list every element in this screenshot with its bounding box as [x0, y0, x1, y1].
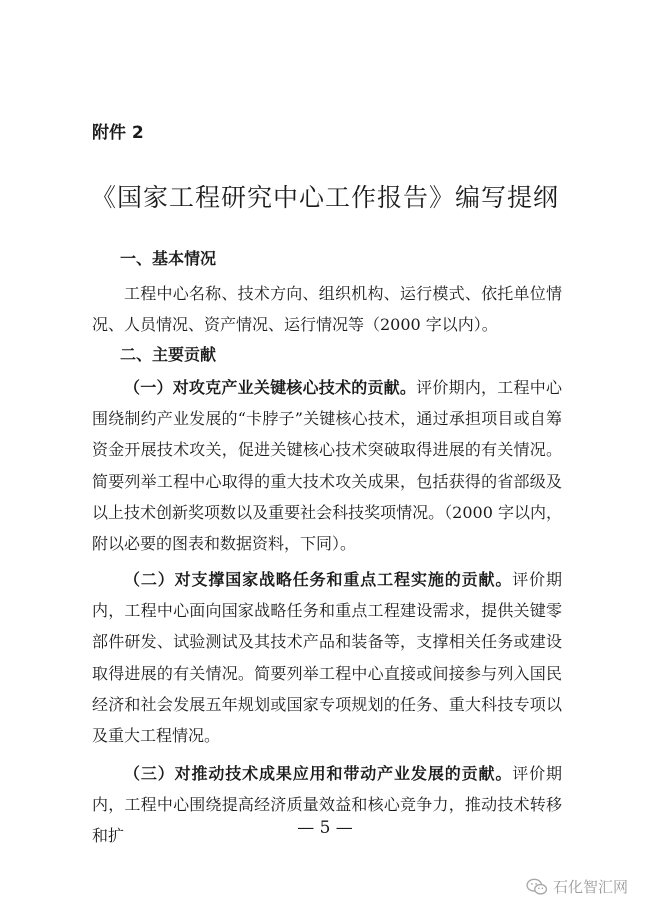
contribution-subheading-3: （三）对推动技术成果应用和带动产业发展的贡献。 — [124, 764, 513, 783]
contribution-subheading-1: （一）对攻克产业关键核心技术的贡献。 — [124, 378, 417, 397]
watermark — [526, 876, 628, 897]
section-text-basic: 工程中心名称、技术方向、组织机构、运行模式、依托单位情况、人员情况、资产情况、运行情况等（2000 字以内）。 — [92, 284, 562, 335]
contribution-paragraph-2 — [92, 564, 562, 751]
attachment-label: 附件 2 — [92, 123, 144, 143]
contribution-subheading-2: （二）对支撑国家战略任务和重点工程实施的贡献。 — [124, 570, 513, 589]
page-number: — 5 — — [297, 818, 353, 838]
contribution-text-1: 评价期内，工程中心围绕制约产业发展的“卡脖子”关键核心技术，通过承担项目或自筹资金开展技术攻关，促进关键核心技术突破取得进展的有关情况。简要列举工程中心取得的重大技术攻关成果，包括获得的省部级及以上技术创新奖项数以及重要社会科技奖项情况。（2000 字以内，附以必要的图表和数据资料，下同）。 — [92, 378, 562, 554]
wechat-icon — [526, 878, 548, 896]
contribution-text-2: 评价期内，工程中心面向国家战略任务和重点工程建设需求，提供关键零部件研发、试验测试及其技术产品和装备等，支撑相关任务或建设取得进展的有关情况。简要列举工程中心直接或间接参与列入国民经济和社会发展五年规划或国家专项规划的任务、重大科技专项以及重大工程情况。 — [92, 570, 562, 746]
contribution-text-3: 评价期内，工程中心围绕提高经济质量效益和核心竞争力，推动技术转移和扩 — [92, 764, 562, 846]
document-title: 《国家工程研究中心工作报告》编写提纲 — [90, 183, 559, 212]
section-heading-contribution: 二、主要贡献 — [120, 345, 217, 364]
watermark-text: 石化智汇网 — [552, 878, 628, 896]
contribution-paragraph-1 — [92, 372, 562, 559]
section-heading-basic: 一、基本情况 — [120, 249, 217, 268]
